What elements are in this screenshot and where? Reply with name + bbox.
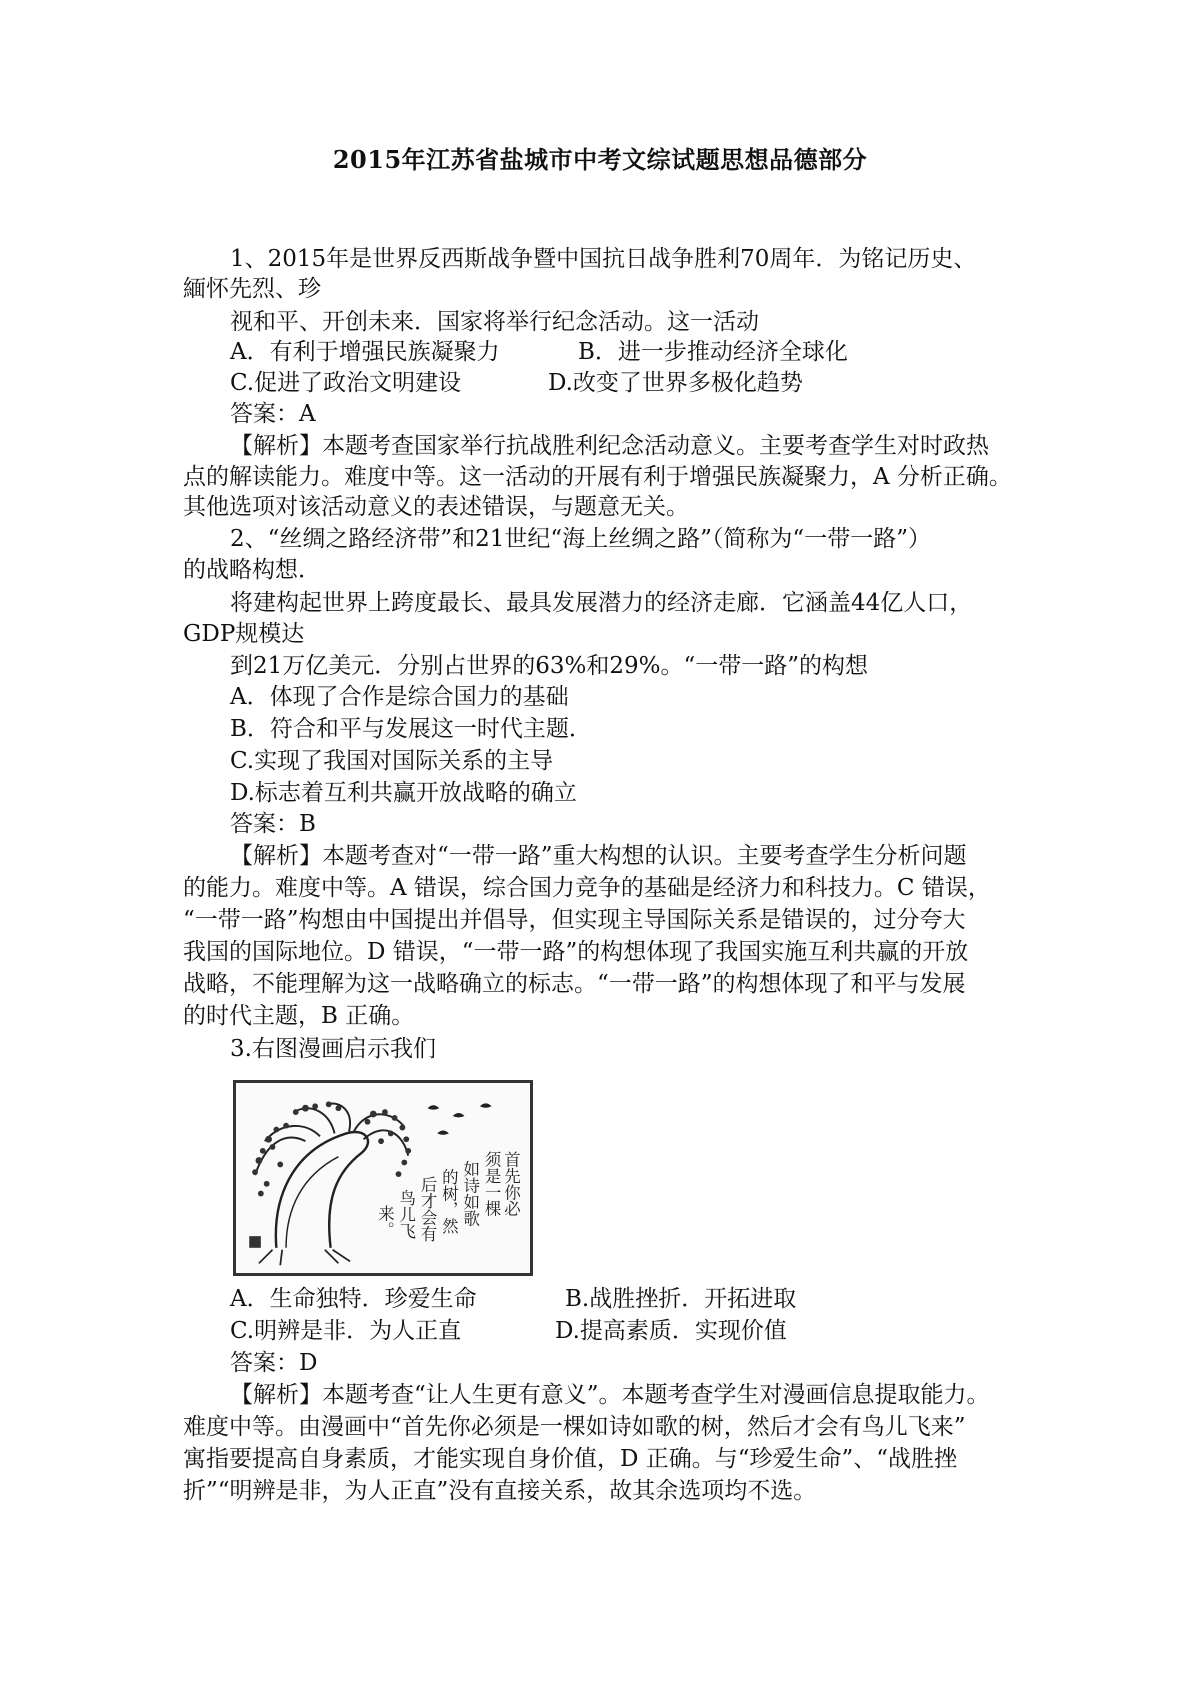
q1-stem-line-3: 视和平、开创未来．国家将举行纪念活动。这一活动 xyxy=(230,309,759,335)
cartoon-image xyxy=(233,1080,533,1276)
page-title: 2015年江苏省盐城市中考文综试题思想品德部分 xyxy=(332,145,868,174)
q2-analysis-line-2: 的能力。难度中等。A 错误，综合国力竞争的基础是经济力和科技力。C 错误， xyxy=(183,875,991,901)
q2-stem-line-3: 将建构起世界上跨度最长、最具发展潜力的经济走廊．它涵盖44亿人口， xyxy=(230,590,973,616)
q1-stem-line-1: 1、2015年是世界反西斯战争暨中国抗日战争胜利70周年．为铭记历史、 xyxy=(230,246,977,272)
q3-option-a: A．生命独特．珍爱生命 xyxy=(230,1286,477,1312)
q2-analysis-line-3: “一带一路”构想由中国提出并倡导，但实现主导国际关系是错误的，过分夸大 xyxy=(183,907,966,933)
q1-option-d: D.改变了世界多极化趋势 xyxy=(548,370,803,396)
svg-text:如诗如歌: 如诗如歌 xyxy=(460,1160,480,1227)
q3-analysis-line-4: 折”“明辨是非，为人正直”没有直接关系，故其余选项均不选。 xyxy=(183,1478,817,1504)
q2-analysis-line-4: 我国的国际地位。D 错误，“一带一路”的构想体现了我国实施互利共赢的开放 xyxy=(183,939,969,965)
q3-option-b: B.战胜挫折．开拓进取 xyxy=(565,1286,797,1312)
q1-analysis-line-3: 其他选项对该活动意义的表述错误，与题意无关。 xyxy=(183,494,689,520)
q2-analysis-line-6: 的时代主题，B 正确。 xyxy=(183,1003,415,1029)
q1-stem-line-2: 緬怀先烈、珍 xyxy=(183,276,321,302)
svg-text:首先你必: 首先你必 xyxy=(501,1150,521,1217)
q3-analysis-line-1: 【解析】本题考查“让人生更有意义”。本题考查学生对漫画信息提取能力。 xyxy=(230,1382,990,1408)
q2-option-c: C.实现了我国对国际关系的主导 xyxy=(230,748,554,774)
q3-stem: 3.右图漫画启示我们 xyxy=(230,1036,436,1062)
q3-option-c: C.明辨是非．为人正直 xyxy=(230,1318,462,1344)
q1-option-a: A．有利于增强民族凝聚力 xyxy=(230,339,500,365)
svg-text:的树，然: 的树，然 xyxy=(439,1168,459,1235)
q3-analysis-line-3: 寓指要提高自身素质，才能实现自身价值，D 正确。与“珍爱生命”、“战胜挫 xyxy=(183,1446,958,1472)
q2-option-a: A．体现了合作是综合国力的基础 xyxy=(230,684,569,710)
q3-option-d: D.提高素质．实现价值 xyxy=(555,1318,787,1344)
q2-analysis-line-5: 战略，不能理解为这一战略确立的标志。“一带一路”的构想体现了和平与发展 xyxy=(183,971,966,997)
cartoon-caption xyxy=(375,1151,520,1242)
q1-analysis-line-1: 【解析】本题考查国家举行抗战胜利纪念活动意义。主要考查学生对时政热 xyxy=(230,433,989,459)
svg-text:鸟儿飞: 鸟儿飞 xyxy=(396,1189,416,1240)
q2-option-d: D.标志着互利共赢开放战略的确立 xyxy=(230,780,577,806)
q3-answer: 答案：D xyxy=(230,1350,318,1376)
q2-option-b: B．符合和平与发展这一时代主题． xyxy=(230,716,592,742)
svg-text:来。: 来。 xyxy=(375,1205,395,1239)
q1-option-b: B．进一步推动经济全球化 xyxy=(578,339,848,365)
q1-option-c: C.促进了政治文明建设 xyxy=(230,370,462,396)
q2-stem-line-1: 2、“丝绸之路经济带”和21世纪“海上丝绸之路”（简称为“一带一路”） xyxy=(230,526,931,552)
q2-stem-line-2: 的战略构想． xyxy=(183,557,321,583)
q1-answer: 答案：A xyxy=(230,401,316,427)
q2-stem-line-4: GDP规模达 xyxy=(183,621,305,647)
q2-analysis-line-1: 【解析】本题考查对“一带一路”重大构想的认识。主要考查学生分析问题 xyxy=(230,843,967,869)
q2-answer: 答案：B xyxy=(230,811,316,837)
q3-analysis-line-2: 难度中等。由漫画中“首先你必须是一棵如诗如歌的树，然后才会有鸟儿飞来” xyxy=(183,1414,966,1440)
svg-text:须是一棵: 须是一棵 xyxy=(482,1150,502,1217)
q1-analysis-line-2: 点的解读能力。难度中等。这一活动的开展有利于增强民族凝聚力，A 分析正确。 xyxy=(183,464,1012,490)
svg-text:后才会有: 后才会有 xyxy=(418,1176,438,1242)
q2-stem-line-5: 到21万亿美元．分别占世界的63%和29%。“一带一路”的构想 xyxy=(230,653,869,679)
